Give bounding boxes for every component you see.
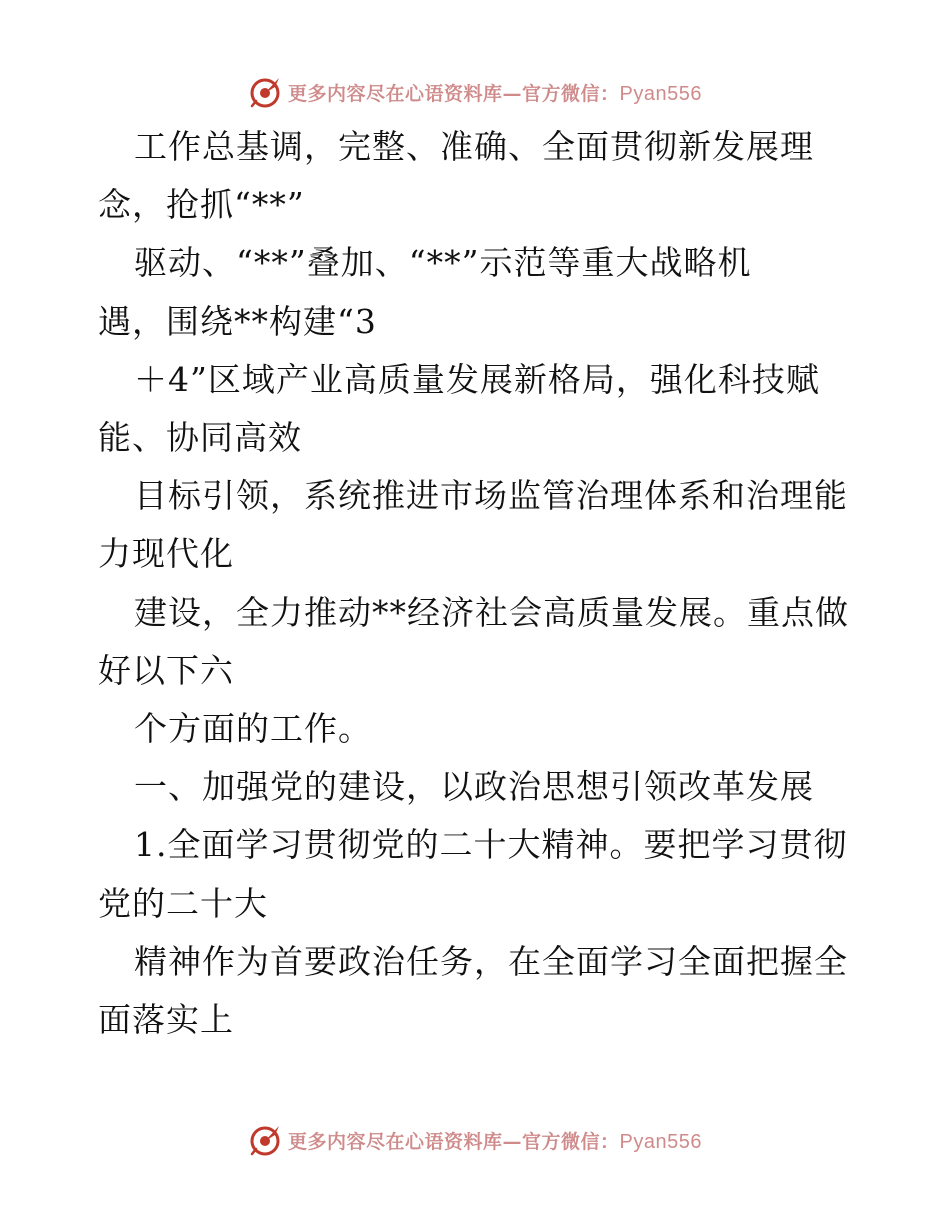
text-line: 个方面的工作。 (134, 709, 372, 748)
text-line: 1.全面学习贯彻党的二十大精神。要把学习贯彻 (134, 825, 848, 865)
quill-logo-icon (248, 75, 282, 109)
watermark-footer (0, 1120, 950, 1160)
text-line: 面落实上 (98, 1000, 234, 1039)
text-line: 建设，全力推动**经济社会高质量发展。重点做 (134, 592, 849, 632)
text-line: 驱动、“**”叠加、“**”示范等重大战略机 (134, 243, 752, 283)
quill-logo-icon (248, 1123, 282, 1157)
watermark-text: 更多内容尽在心语资料库—官方微信：Pyan556 (288, 1130, 702, 1153)
text-line: 党的二十大 (98, 883, 268, 923)
text-line: ＋4”区域产业高质量发展新格局，强化科技赋 (134, 359, 820, 399)
text-line: 精神作为首要政治任务，在全面学习全面把握全 (134, 941, 848, 981)
watermark-header (0, 72, 950, 112)
text-line: 遇，围绕**构建“3 (98, 301, 377, 341)
text-line: 能、协同高效 (98, 418, 302, 457)
text-line: 工作总基调，完整、准确、全面贯彻新发展理 (134, 127, 814, 166)
text-line: 目标引领，系统推进市场监管治理体系和治理能 (134, 476, 848, 516)
text-line: 力现代化 (98, 534, 234, 574)
watermark-text: 更多内容尽在心语资料库—官方微信：Pyan556 (288, 82, 702, 105)
text-line: 一、加强党的建设，以政治思想引领改革发展 (134, 767, 814, 807)
text-line: 念，抢抓“**” (98, 185, 305, 225)
text-line: 好以下六 (98, 650, 234, 690)
